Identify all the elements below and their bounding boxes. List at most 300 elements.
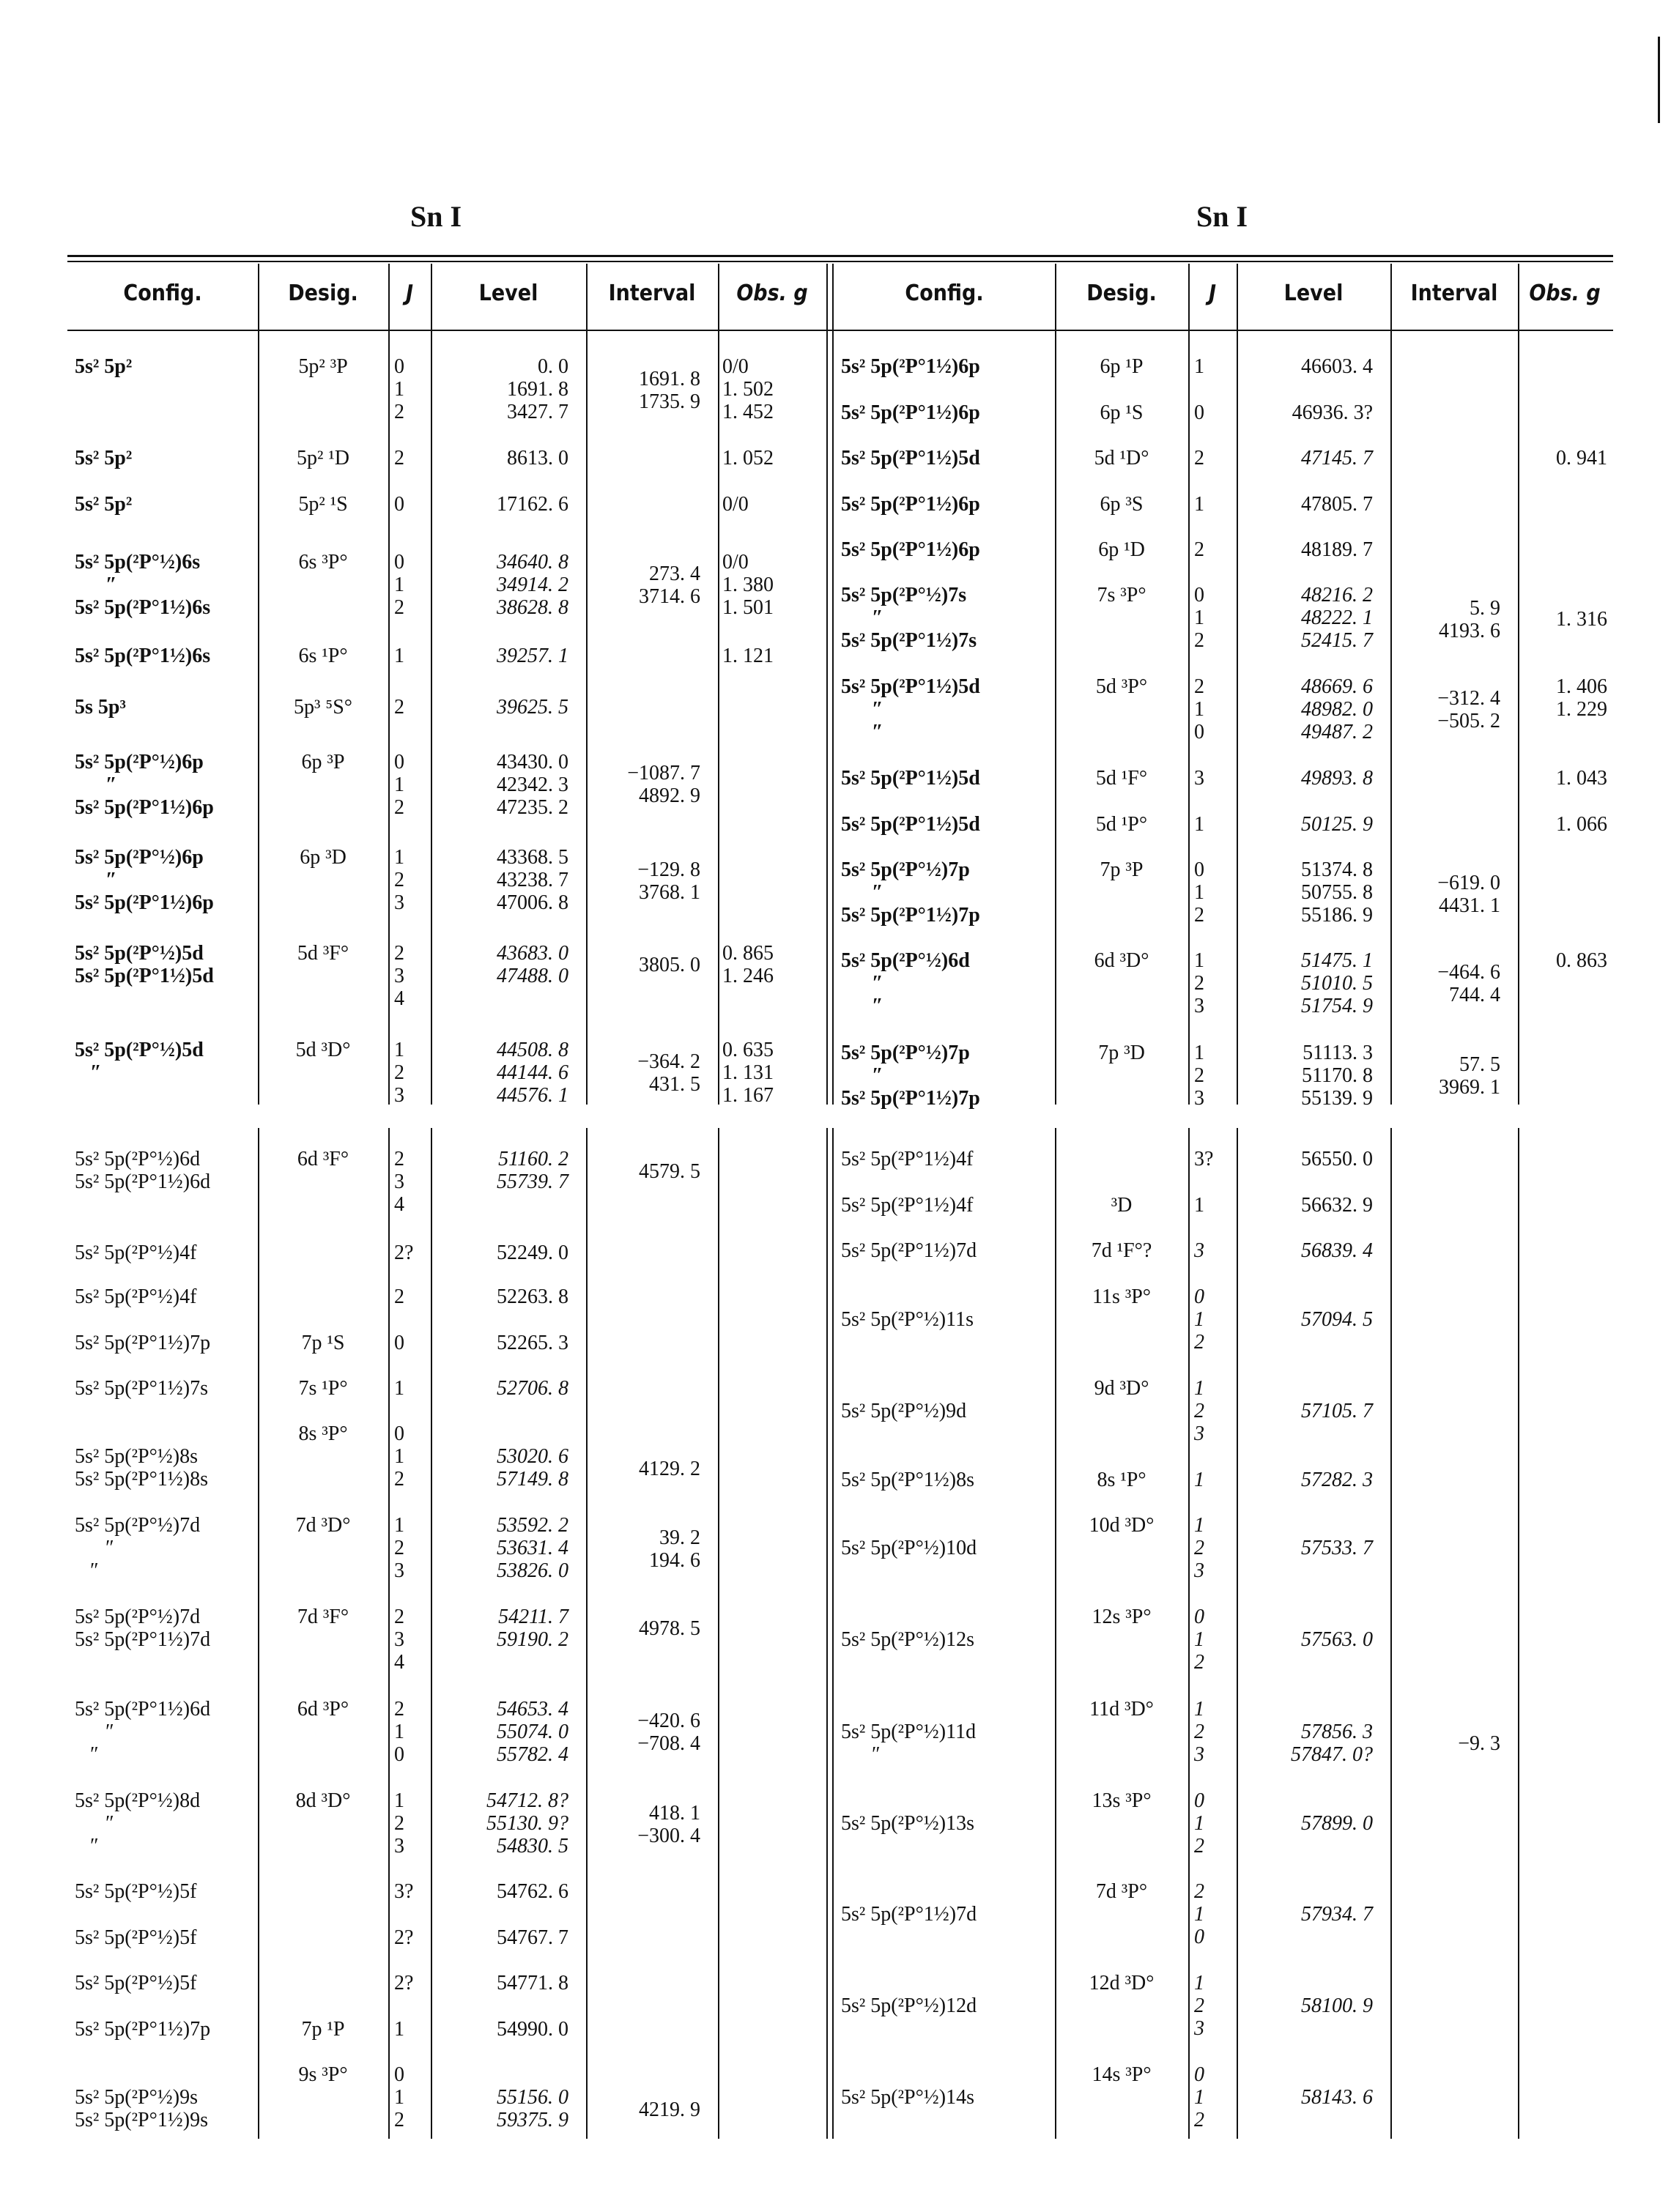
lower-r-row7-j: 0 <box>1194 1606 1204 1628</box>
vrule-center-b <box>832 264 834 1105</box>
upper-r-row10-config: 5s² 5p(²P°½)6d <box>841 949 970 972</box>
lower-l-row4-designation: 7s ¹P° <box>298 1377 348 1400</box>
lower-l-row7-config: 5s² 5p(²P°1½)7d <box>75 1628 211 1651</box>
lower-r-row10-j: 2 <box>1194 1880 1204 1903</box>
upper-r-row5-obs-g: 1. 316 <box>1556 608 1607 631</box>
upper-r-row5-config: 5s² 5p(²P°½)7s <box>841 584 967 606</box>
upper-r-row10-j: 2 <box>1194 972 1204 995</box>
lower-r-row3-config: 5s² 5p(²P°½)11s <box>841 1308 974 1331</box>
upper-l-row7-interval: 3768. 1 <box>639 881 700 904</box>
upper-l-row9-config: ″ <box>75 1061 102 1084</box>
lower-l-row6-config: ″ <box>75 1559 99 1582</box>
vrule-right-lower-1 <box>1188 1128 1190 2139</box>
upper-r-row9-designation: 7p ³P <box>1100 858 1144 881</box>
upper-l-row3-j: 2 <box>394 596 404 619</box>
header-obs_g-l: Obs. g <box>736 281 808 306</box>
lower-r-row11-config: 5s² 5p(²P°½)12d <box>841 1994 977 2017</box>
lower-l-row3-config: 5s² 5p(²P°1½)7p <box>75 1332 211 1354</box>
upper-r-row3-config: 5s² 5p(²P°1½)6p <box>841 493 980 516</box>
upper-l-row0-designation: 5p² ³P <box>298 355 348 378</box>
lower-l-row8-config: ″ <box>75 1743 99 1766</box>
upper-l-row6-level: 42342. 3 <box>497 773 568 796</box>
upper-l-row4-level: 39257. 1 <box>497 645 568 667</box>
upper-r-row2-obs-g: 0. 941 <box>1556 447 1607 470</box>
upper-r-row6-j: 2 <box>1194 675 1204 698</box>
upper-r-row4-j: 2 <box>1194 538 1204 561</box>
lower-r-row9-j: 1 <box>1194 1812 1204 1835</box>
upper-r-row11-config: 5s² 5p(²P°1½)7p <box>841 1087 980 1110</box>
header-level-r: Level <box>1283 281 1344 306</box>
upper-r-row6-level: 48982. 0 <box>1301 698 1373 721</box>
lower-l-row7-j: 2 <box>394 1606 404 1628</box>
lower-l-row2-j: 2 <box>394 1285 404 1308</box>
upper-r-row8-obs-g: 1. 066 <box>1556 813 1607 836</box>
vrule-left-lower-2 <box>431 1128 432 2139</box>
upper-l-row9-interval: 431. 5 <box>649 1073 700 1096</box>
upper-r-row6-interval: −312. 4 <box>1437 687 1500 710</box>
upper-l-row6-j: 0 <box>394 751 404 773</box>
upper-r-row11-interval: 57. 5 <box>1459 1053 1500 1076</box>
upper-l-row6-config: 5s² 5p(²P°½)6p <box>75 751 204 773</box>
lower-l-row8-j: 1 <box>394 1721 404 1743</box>
upper-l-row9-config: 5s² 5p(²P°½)5d <box>75 1039 204 1061</box>
lower-l-row10-config: 5s² 5p(²P°½)5f <box>75 1880 197 1903</box>
lower-r-row6-j: 1 <box>1194 1514 1204 1537</box>
upper-l-row9-level: 44144. 6 <box>497 1061 568 1084</box>
lower-l-row0-level: 51160. 2 <box>498 1148 568 1170</box>
lower-r-row10-level: 57934. 7 <box>1301 1903 1373 1926</box>
upper-r-row10-level: 51010. 5 <box>1301 972 1373 995</box>
upper-l-row5-config: 5s 5p³ <box>75 696 126 719</box>
upper-l-row3-designation: 6s ³P° <box>298 551 348 574</box>
upper-l-row3-level: 34914. 2 <box>497 574 568 596</box>
upper-l-row5-designation: 5p³ ⁵S° <box>294 696 352 719</box>
upper-l-row6-level: 43430. 0 <box>497 751 568 773</box>
upper-l-row8-config: 5s² 5p(²P°1½)5d <box>75 965 214 987</box>
lower-r-row10-config: 5s² 5p(²P°1½)7d <box>841 1903 977 1926</box>
header-obs_g-r: Obs. g <box>1529 281 1601 306</box>
upper-r-row10-config: ″ <box>841 972 883 995</box>
lower-l-row1-config: 5s² 5p(²P°½)4f <box>75 1242 197 1264</box>
upper-l-row7-interval: −129. 8 <box>637 858 700 881</box>
lower-r-row5-designation: 8s ¹P° <box>1097 1469 1146 1491</box>
lower-r-row8-j: 2 <box>1194 1721 1204 1743</box>
lower-l-row6-level: 53631. 4 <box>497 1537 568 1559</box>
lower-l-row9-j: 2 <box>394 1812 404 1835</box>
upper-l-row6-interval: 4892. 9 <box>639 784 700 807</box>
lower-r-row9-config: 5s² 5p(²P°½)13s <box>841 1812 974 1835</box>
upper-r-row6-obs-g: 1. 406 <box>1556 675 1607 698</box>
lower-r-row5-config: 5s² 5p(²P°1½)8s <box>841 1469 974 1491</box>
lower-l-row8-config: ″ <box>75 1721 114 1743</box>
vrule-right-upper-2 <box>1237 264 1238 1105</box>
upper-l-row7-j: 3 <box>394 891 404 914</box>
lower-l-row5-j: 0 <box>394 1422 404 1445</box>
lower-r-row3-level: 57094. 5 <box>1301 1308 1373 1331</box>
lower-l-row6-config: 5s² 5p(²P°½)7d <box>75 1514 201 1537</box>
lower-l-row14-interval: 4219. 9 <box>639 2098 700 2121</box>
lower-r-row11-j: 2 <box>1194 1994 1204 2017</box>
upper-l-row3-config: 5s² 5p(²P°1½)6s <box>75 596 211 619</box>
lower-l-row9-config: 5s² 5p(²P°½)8d <box>75 1789 201 1812</box>
lower-r-row4-designation: 9d ³D° <box>1094 1377 1149 1400</box>
lower-r-row3-j: 0 <box>1194 1285 1204 1308</box>
upper-r-row9-config: 5s² 5p(²P°½)7p <box>841 858 970 881</box>
upper-r-row2-designation: 5d ¹D° <box>1094 447 1149 470</box>
upper-r-row4-level: 48189. 7 <box>1301 538 1373 561</box>
lower-l-row9-config: ″ <box>75 1812 114 1835</box>
lower-r-row6-config: 5s² 5p(²P°½)10d <box>841 1537 977 1559</box>
upper-r-row9-config: ″ <box>841 881 883 904</box>
lower-l-row0-config: 5s² 5p(²P°½)6d <box>75 1148 201 1170</box>
upper-l-row9-j: 2 <box>394 1061 404 1084</box>
header-desig-l: Desig. <box>288 281 358 306</box>
upper-r-row5-level: 48222. 1 <box>1301 606 1373 629</box>
vrule-left-lower-4 <box>718 1128 719 2139</box>
upper-r-row11-designation: 7p ³D <box>1098 1042 1145 1064</box>
upper-r-row8-j: 1 <box>1194 813 1204 836</box>
upper-l-row1-j: 2 <box>394 447 404 470</box>
upper-r-row5-config: 5s² 5p(²P°1½)7s <box>841 629 977 652</box>
lower-l-row5-config: 5s² 5p(²P°½)8s <box>75 1445 198 1468</box>
upper-l-row3-obs-g: 1. 501 <box>722 596 774 619</box>
upper-r-row0-config: 5s² 5p(²P°1½)6p <box>841 355 980 378</box>
upper-r-row7-j: 3 <box>1194 767 1204 790</box>
upper-r-row2-level: 47145. 7 <box>1301 447 1373 470</box>
lower-r-row10-designation: 7d ³P° <box>1095 1880 1148 1903</box>
vrule-right-lower-4 <box>1518 1128 1519 2139</box>
lower-l-row12-config: 5s² 5p(²P°½)5f <box>75 1972 197 1994</box>
upper-l-row4-j: 1 <box>394 645 404 667</box>
upper-r-row3-designation: 6p ³S <box>1100 493 1144 516</box>
lower-l-row9-designation: 8d ³D° <box>295 1789 351 1812</box>
lower-r-row12-j: 2 <box>1194 2109 1204 2131</box>
upper-l-row3-level: 34640. 8 <box>497 551 568 574</box>
lower-l-row10-j: 3? <box>394 1880 414 1903</box>
lower-r-row2-j: 3 <box>1194 1239 1204 1262</box>
lower-l-row7-designation: 7d ³F° <box>297 1606 349 1628</box>
lower-r-row6-level: 57533. 7 <box>1301 1537 1373 1559</box>
lower-l-row0-j: 4 <box>394 1193 404 1216</box>
vrule-left-upper-4 <box>718 264 719 1105</box>
lower-l-row7-interval: 4978. 5 <box>639 1617 700 1640</box>
lower-r-row8-j: 3 <box>1194 1743 1204 1766</box>
table-top-rule-thin <box>67 261 1613 262</box>
vrule-left-upper-2 <box>431 264 432 1105</box>
upper-r-row6-designation: 5d ³P° <box>1095 675 1148 698</box>
lower-l-row1-level: 52249. 0 <box>497 1242 568 1264</box>
vrule-right-upper-1 <box>1188 264 1190 1105</box>
lower-r-row8-config: 5s² 5p(²P°½)11d <box>841 1721 977 1743</box>
lower-l-row0-level: 55739. 7 <box>497 1170 568 1193</box>
upper-r-row7-config: 5s² 5p(²P°1½)5d <box>841 767 980 790</box>
lower-l-row0-j: 3 <box>394 1170 404 1193</box>
upper-l-row2-level: 17162. 6 <box>497 493 568 516</box>
lower-r-row5-level: 57282. 3 <box>1301 1469 1373 1491</box>
lower-l-row13-j: 1 <box>394 2018 404 2041</box>
page-title-right: Sn I <box>1196 200 1248 233</box>
upper-r-row0-level: 46603. 4 <box>1301 355 1373 378</box>
lower-l-row13-config: 5s² 5p(²P°1½)7p <box>75 2018 211 2041</box>
lower-l-row14-j: 2 <box>394 2109 404 2131</box>
upper-l-row7-level: 47006. 8 <box>497 891 568 914</box>
upper-r-row9-level: 55186. 9 <box>1301 904 1373 927</box>
lower-l-row3-j: 0 <box>394 1332 404 1354</box>
upper-l-row7-level: 43368. 5 <box>497 846 568 869</box>
upper-r-row11-config: ″ <box>841 1064 883 1087</box>
upper-l-row9-level: 44576. 1 <box>497 1084 568 1107</box>
upper-l-row3-config: 5s² 5p(²P°½)6s <box>75 551 201 574</box>
lower-r-row10-j: 0 <box>1194 1926 1204 1948</box>
upper-l-row6-config: 5s² 5p(²P°1½)6p <box>75 796 214 819</box>
upper-l-row6-config: ″ <box>75 773 117 796</box>
lower-l-row3-level: 52265. 3 <box>497 1332 568 1354</box>
upper-r-row9-interval: 4431. 1 <box>1439 894 1500 917</box>
lower-l-row5-level: 57149. 8 <box>497 1468 568 1491</box>
lower-r-row7-config: 5s² 5p(²P°½)12s <box>841 1628 974 1651</box>
upper-l-row2-designation: 5p² ¹S <box>298 493 348 516</box>
lower-l-row14-level: 59375. 9 <box>497 2109 568 2131</box>
lower-l-row6-level: 53592. 2 <box>497 1514 568 1537</box>
upper-r-row11-j: 2 <box>1194 1064 1204 1087</box>
upper-r-row3-level: 47805. 7 <box>1301 493 1373 516</box>
upper-l-row8-j: 4 <box>394 987 404 1010</box>
lower-r-row9-j: 0 <box>1194 1789 1204 1812</box>
upper-r-row10-designation: 6d ³D° <box>1094 949 1149 972</box>
lower-r-row9-level: 57899. 0 <box>1301 1812 1373 1835</box>
vrule-left-upper-3 <box>586 264 588 1105</box>
lower-l-row11-level: 54767. 7 <box>497 1926 568 1949</box>
upper-r-row11-level: 55139. 9 <box>1301 1087 1373 1110</box>
lower-l-row4-config: 5s² 5p(²P°1½)7s <box>75 1377 208 1400</box>
upper-r-row10-obs-g: 0. 863 <box>1556 949 1607 972</box>
lower-r-row2-level: 56839. 4 <box>1301 1239 1373 1262</box>
upper-l-row6-j: 1 <box>394 773 404 796</box>
upper-r-row11-level: 51113. 3 <box>1303 1042 1373 1064</box>
header-j-r: J <box>1208 281 1217 306</box>
lower-r-row4-j: 3 <box>1194 1422 1204 1445</box>
lower-l-row12-j: 2? <box>394 1972 414 1994</box>
lower-r-row8-level: 57847. 0? <box>1291 1743 1373 1766</box>
upper-r-row2-j: 2 <box>1194 447 1204 470</box>
lower-l-row5-j: 2 <box>394 1468 404 1491</box>
upper-r-row7-level: 49893. 8 <box>1301 767 1373 790</box>
lower-r-row2-designation: 7d ¹F°? <box>1091 1239 1152 1262</box>
upper-r-row11-config: 5s² 5p(²P°½)7p <box>841 1042 970 1064</box>
upper-l-row6-j: 2 <box>394 796 404 819</box>
lower-r-row3-designation: 11s ³P° <box>1092 1285 1152 1308</box>
upper-r-row5-config: ″ <box>841 606 883 629</box>
lower-l-row6-config: ″ <box>75 1537 114 1559</box>
upper-l-row3-obs-g: 1. 380 <box>722 574 774 596</box>
upper-r-row6-config: ″ <box>841 698 883 721</box>
lower-l-row14-designation: 9s ³P° <box>298 2063 348 2086</box>
lower-l-row7-j: 3 <box>394 1628 404 1651</box>
page-title-left: Sn I <box>410 200 462 233</box>
vrule-right-upper-0 <box>1055 264 1056 1105</box>
upper-r-row5-level: 52415. 7 <box>1301 629 1373 652</box>
upper-r-row5-j: 1 <box>1194 606 1204 629</box>
lower-l-row9-j: 3 <box>394 1835 404 1857</box>
lower-l-row8-interval: −420. 6 <box>637 1710 700 1732</box>
upper-l-row8-interval: 3805. 0 <box>639 954 700 976</box>
lower-l-row0-j: 2 <box>394 1148 404 1170</box>
lower-r-row1-level: 56632. 9 <box>1301 1194 1373 1217</box>
vrule-right-upper-3 <box>1390 264 1392 1105</box>
upper-r-row6-j: 0 <box>1194 721 1204 743</box>
vrule-right-lower-3 <box>1390 1128 1392 2139</box>
upper-l-row3-obs-g: 0/0 <box>722 551 749 574</box>
upper-r-row10-j: 3 <box>1194 995 1204 1017</box>
upper-r-row6-obs-g: 1. 229 <box>1556 698 1607 721</box>
upper-r-row1-designation: 6p ¹S <box>1100 401 1144 424</box>
upper-l-row1-designation: 5p² ¹D <box>296 447 349 470</box>
lower-l-row5-j: 1 <box>394 1445 404 1468</box>
upper-l-row9-designation: 5d ³D° <box>295 1039 351 1061</box>
lower-l-row9-level: 54712. 8? <box>486 1789 568 1812</box>
lower-r-row2-config: 5s² 5p(²P°1½)7d <box>841 1239 977 1262</box>
upper-r-row9-level: 50755. 8 <box>1301 881 1373 904</box>
upper-l-row7-config: 5s² 5p(²P°½)6p <box>75 846 204 869</box>
lower-l-row5-config: 5s² 5p(²P°1½)8s <box>75 1468 208 1491</box>
vrule-left-lower-1 <box>388 1128 390 2139</box>
upper-l-row9-obs-g: 1. 167 <box>722 1084 774 1107</box>
lower-r-row4-level: 57105. 7 <box>1301 1400 1373 1422</box>
upper-l-row3-j: 0 <box>394 551 404 574</box>
lower-l-row7-j: 4 <box>394 1651 404 1674</box>
upper-l-row7-config: ″ <box>75 869 117 891</box>
lower-l-row11-j: 2? <box>394 1926 414 1949</box>
upper-l-row1-obs-g: 1. 052 <box>722 447 774 470</box>
lower-l-row8-j: 2 <box>394 1698 404 1721</box>
upper-r-row8-level: 50125. 9 <box>1301 813 1373 836</box>
upper-r-row10-interval: 744. 4 <box>1449 984 1500 1006</box>
upper-l-row4-config: 5s² 5p(²P°1½)6s <box>75 645 211 667</box>
upper-l-row8-designation: 5d ³F° <box>297 942 349 965</box>
lower-r-row6-j: 2 <box>1194 1537 1204 1559</box>
upper-r-row8-config: 5s² 5p(²P°1½)5d <box>841 813 980 836</box>
lower-l-row8-designation: 6d ³P° <box>297 1698 349 1721</box>
lower-l-row9-level: 55130. 9? <box>486 1812 568 1835</box>
lower-l-row6-interval: 39. 2 <box>659 1526 700 1549</box>
upper-l-row0-level: 3427. 7 <box>507 401 568 423</box>
upper-l-row5-level: 39625. 5 <box>497 696 568 719</box>
lower-l-row13-level: 54990. 0 <box>497 2018 568 2041</box>
upper-l-row7-j: 2 <box>394 869 404 891</box>
upper-l-row4-obs-g: 1. 121 <box>722 645 774 667</box>
upper-r-row3-j: 1 <box>1194 493 1204 516</box>
lower-r-row7-j: 2 <box>1194 1651 1204 1674</box>
vrule-right-lower-2 <box>1237 1128 1238 2139</box>
lower-l-row3-designation: 7p ¹S <box>301 1332 345 1354</box>
lower-l-row14-j: 0 <box>394 2063 404 2086</box>
upper-r-row5-level: 48216. 2 <box>1301 584 1373 606</box>
lower-l-row12-level: 54771. 8 <box>497 1972 568 1994</box>
page-edge-mark <box>1658 37 1660 123</box>
lower-l-row9-interval: 418. 1 <box>649 1802 700 1825</box>
upper-r-row9-j: 2 <box>1194 904 1204 927</box>
lower-l-row6-j: 2 <box>394 1537 404 1559</box>
lower-r-row0-level: 56550. 0 <box>1301 1148 1373 1170</box>
upper-r-row0-designation: 6p ¹P <box>1100 355 1144 378</box>
lower-r-row12-level: 58143. 6 <box>1301 2086 1373 2109</box>
header-config-l: Config. <box>123 281 202 306</box>
lower-l-row14-level: 55156. 0 <box>497 2086 568 2109</box>
lower-r-row7-j: 1 <box>1194 1628 1204 1651</box>
upper-l-row0-obs-g: 0/0 <box>722 355 749 378</box>
upper-l-row0-interval: 1691. 8 <box>639 368 700 390</box>
upper-r-row9-config: 5s² 5p(²P°1½)7p <box>841 904 980 927</box>
lower-l-row0-designation: 6d ³F° <box>297 1148 349 1170</box>
lower-l-row5-level: 53020. 6 <box>497 1445 568 1468</box>
upper-r-row2-config: 5s² 5p(²P°1½)5d <box>841 447 980 470</box>
lower-l-row2-level: 52263. 8 <box>497 1285 568 1308</box>
upper-l-row9-obs-g: 0. 635 <box>722 1039 774 1061</box>
upper-r-row6-level: 48669. 6 <box>1301 675 1373 698</box>
upper-l-row8-obs-g: 0. 865 <box>722 942 774 965</box>
upper-r-row7-obs-g: 1. 043 <box>1556 767 1607 790</box>
lower-l-row9-interval: −300. 4 <box>637 1825 700 1847</box>
upper-l-row2-config: 5s² 5p² <box>75 493 133 516</box>
lower-l-row1-j: 2? <box>394 1242 414 1264</box>
vrule-left-upper-0 <box>258 264 259 1105</box>
vrule-right-lower-0 <box>1055 1128 1056 2139</box>
lower-r-row9-j: 2 <box>1194 1835 1204 1857</box>
lower-r-row4-config: 5s² 5p(²P°½)9d <box>841 1400 967 1422</box>
upper-r-row0-j: 1 <box>1194 355 1204 378</box>
lower-l-row0-interval: 4579. 5 <box>639 1160 700 1183</box>
lower-r-row0-j: 3? <box>1194 1148 1214 1170</box>
upper-r-row6-interval: −505. 2 <box>1437 710 1500 732</box>
upper-r-row10-interval: −464. 6 <box>1437 961 1500 984</box>
lower-r-row8-j: 1 <box>1194 1698 1204 1721</box>
upper-l-row8-j: 3 <box>394 965 404 987</box>
header-level-l: Level <box>478 281 538 306</box>
upper-l-row7-designation: 6p ³D <box>300 846 347 869</box>
upper-l-row0-interval: 1735. 9 <box>639 390 700 413</box>
lower-r-row6-designation: 10d ³D° <box>1089 1514 1155 1537</box>
upper-l-row8-obs-g: 1. 246 <box>722 965 774 987</box>
upper-l-row2-j: 0 <box>394 493 404 516</box>
lower-r-row4-j: 1 <box>1194 1377 1204 1400</box>
upper-l-row8-j: 2 <box>394 942 404 965</box>
lower-r-row12-j: 0 <box>1194 2063 1204 2086</box>
upper-r-row4-designation: 6p ¹D <box>1098 538 1145 561</box>
upper-r-row11-level: 51170. 8 <box>1302 1064 1373 1087</box>
upper-l-row0-level: 0. 0 <box>538 355 568 378</box>
upper-l-row9-j: 1 <box>394 1039 404 1061</box>
upper-r-row10-level: 51754. 9 <box>1301 995 1373 1017</box>
lower-r-row8-level: 57856. 3 <box>1301 1721 1373 1743</box>
vrule-left-lower-3 <box>586 1128 588 2139</box>
lower-l-row9-level: 54830. 5 <box>497 1835 568 1857</box>
lower-l-row8-level: 55782. 4 <box>497 1743 568 1766</box>
header-bottom-rule <box>67 330 1613 331</box>
upper-l-row8-level: 43683. 0 <box>497 942 568 965</box>
vrule-center-a <box>826 264 828 1105</box>
upper-l-row3-interval: 273. 4 <box>649 563 700 585</box>
lower-r-row10-j: 1 <box>1194 1903 1204 1926</box>
upper-r-row4-config: 5s² 5p(²P°1½)6p <box>841 538 980 561</box>
header-interval-r: Interval <box>1410 281 1498 306</box>
lower-l-row2-config: 5s² 5p(²P°½)4f <box>75 1285 197 1308</box>
upper-r-row6-config: 5s² 5p(²P°1½)5d <box>841 675 980 698</box>
upper-l-row4-designation: 6s ¹P° <box>298 645 348 667</box>
lower-r-row3-j: 2 <box>1194 1331 1204 1354</box>
vrule-center-lower-b <box>832 1128 834 2139</box>
header-j-l: J <box>405 281 414 306</box>
upper-l-row3-interval: 3714. 6 <box>639 585 700 608</box>
